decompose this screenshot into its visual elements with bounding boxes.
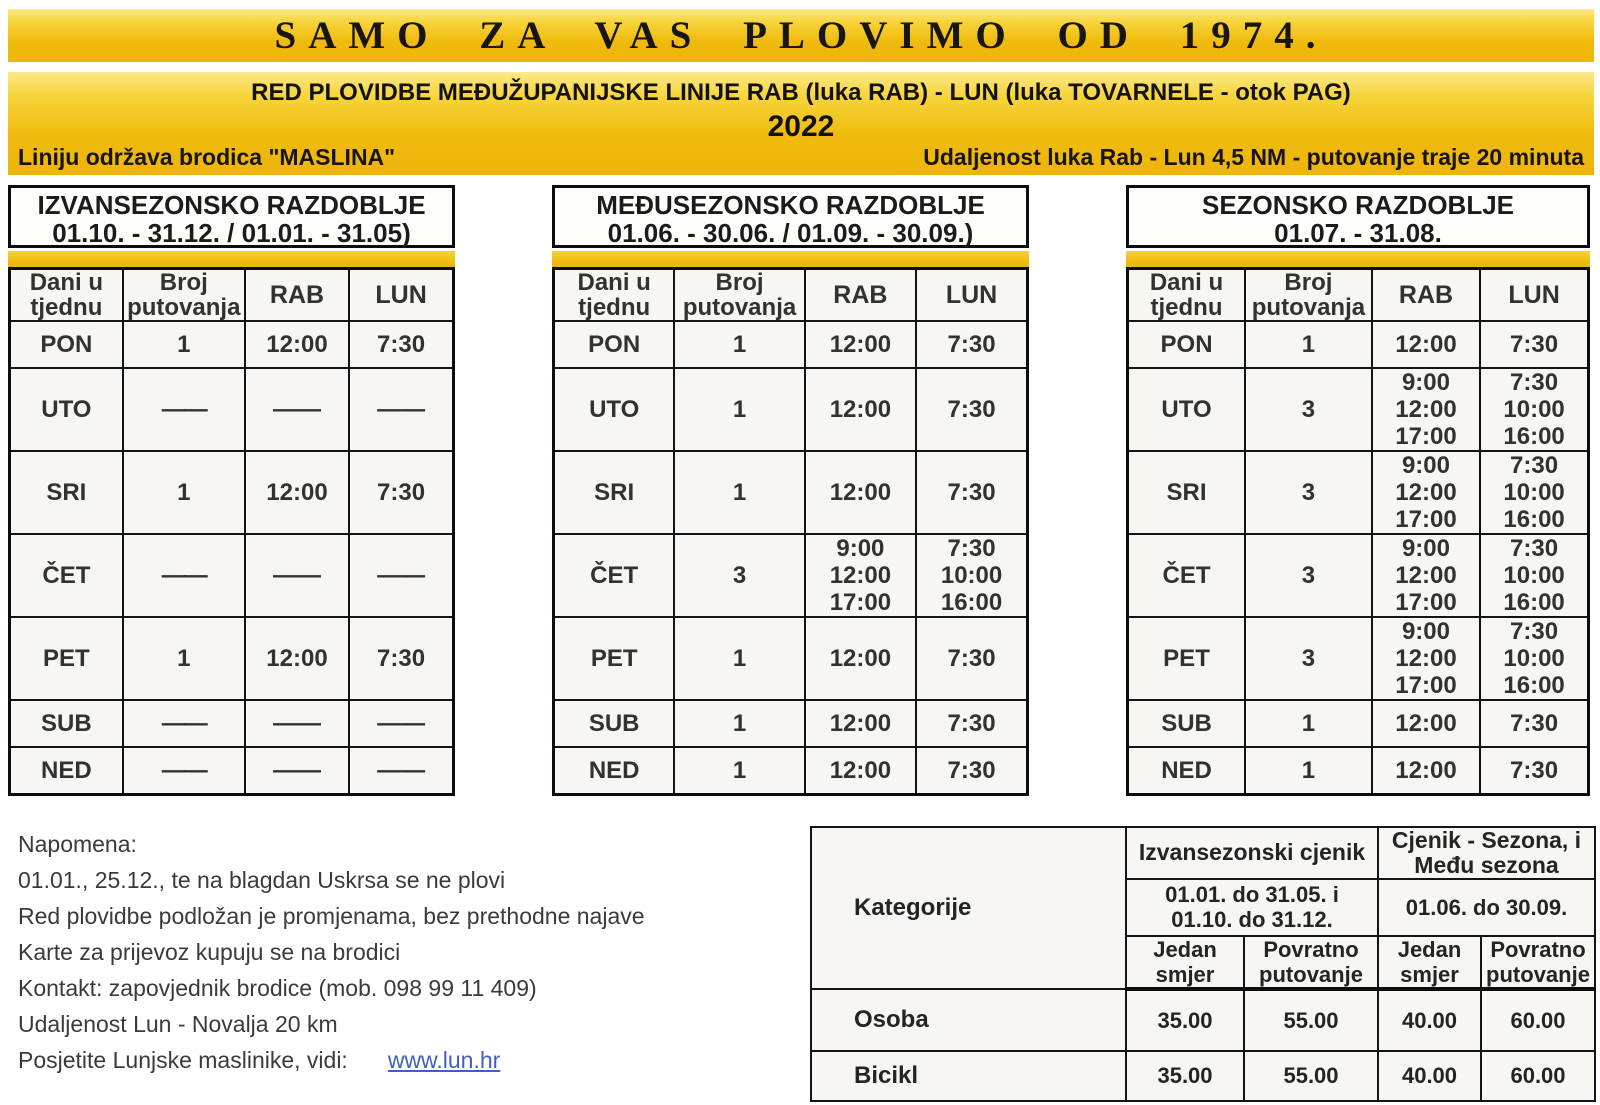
trips-cell: —— <box>123 700 245 747</box>
col-day: Dani u tjednu <box>554 269 675 322</box>
note-line: Kontakt: zapovjednik brodice (mob. 098 99 11 409) <box>18 974 537 1001</box>
rab-departures-cell: 12:00 <box>805 617 916 700</box>
timetable-row <box>554 451 1028 534</box>
day-cell: UTO <box>1128 368 1246 451</box>
timetable-row <box>1128 534 1589 617</box>
timetable-header-row <box>554 269 1028 322</box>
timetable-row <box>554 534 1028 617</box>
trips-cell: 1 <box>1245 321 1372 368</box>
trips-cell: 1 <box>123 321 245 368</box>
lun-departures-cell: 7:30 <box>916 700 1027 747</box>
lun-departures-cell: 7:30 10:00 16:00 <box>916 534 1027 617</box>
lun-departures-cell: 7:30 <box>349 451 453 534</box>
season-oneway-header: Jedan smjer <box>1378 936 1481 989</box>
rab-departures-cell: 9:00 12:00 17:00 <box>805 534 916 617</box>
note-line: 01.01., 25.12., te na blagdan Uskrsa se ne plovi <box>18 866 506 893</box>
trips-cell: 1 <box>1245 747 1372 794</box>
timetable-row <box>1128 451 1589 534</box>
timetable-row <box>10 534 454 617</box>
trips-cell: —— <box>123 534 245 617</box>
timetable-row <box>1128 700 1589 747</box>
offseason-price-group: Izvansezonski cjenik <box>1126 827 1378 879</box>
rab-departures-cell: 12:00 <box>1372 700 1480 747</box>
rab-departures-cell: —— <box>245 747 349 794</box>
offseason-return-header: Povratno putovanje <box>1244 936 1378 989</box>
season-tables <box>0 175 1600 796</box>
note-line: Karte za prijevoz kupuju se na brodici <box>18 938 401 965</box>
lun-departures-cell: 7:30 <box>916 451 1027 534</box>
rab-departures-cell: 12:00 <box>1372 747 1480 794</box>
timetable-row <box>1128 617 1589 700</box>
lun-departures-cell: —— <box>349 747 453 794</box>
day-cell: ČET <box>10 534 123 617</box>
timetable-row <box>554 368 1028 451</box>
season-highseason <box>1126 185 1590 796</box>
year-label: 2022 <box>767 110 835 143</box>
season-header <box>552 185 1029 248</box>
timetable-row <box>10 700 454 747</box>
season-dates: 01.06. do 30.09. <box>1378 879 1595 936</box>
category-label: Bicikl <box>811 1051 1126 1101</box>
price-value: 40.00 <box>1378 1051 1481 1101</box>
season-title: MEĐUSEZONSKO RAZDOBLJE <box>596 190 985 220</box>
lun-departures-cell: 7:30 <box>349 617 453 700</box>
lun-departures-cell: 7:30 10:00 16:00 <box>1480 534 1588 617</box>
lun-departures-cell: 7:30 <box>916 368 1027 451</box>
timetable-row <box>10 368 454 451</box>
rab-departures-cell: —— <box>245 534 349 617</box>
rab-departures-cell: 12:00 <box>245 617 349 700</box>
category-label: Osoba <box>811 989 1126 1051</box>
price-row-osoba <box>811 989 1595 1051</box>
lun-departures-cell: 7:30 <box>916 747 1027 794</box>
notes-block <box>18 826 645 1078</box>
price-table <box>810 826 1596 1102</box>
trips-cell: 1 <box>123 617 245 700</box>
lun-departures-cell: 7:30 10:00 16:00 <box>1480 368 1588 451</box>
timetable-row <box>10 321 454 368</box>
day-cell: PET <box>10 617 123 700</box>
yellow-strip <box>552 251 1029 267</box>
lun-departures-cell: 7:30 <box>1480 321 1588 368</box>
season-dates: 01.10. - 31.12. / 01.01. - 31.05) <box>52 218 411 248</box>
offseason-dates: 01.01. do 31.05. i 01.10. do 31.12. <box>1126 879 1378 936</box>
lun-departures-cell: 7:30 <box>916 321 1027 368</box>
day-cell: UTO <box>10 368 123 451</box>
season-return-header: Povratno putovanje <box>1481 936 1595 989</box>
timetable-row <box>1128 747 1589 794</box>
season-title: IZVANSEZONSKO RAZDOBLJE <box>37 190 426 220</box>
col-lun: LUN <box>1480 269 1588 322</box>
col-lun: LUN <box>349 269 453 322</box>
lun-departures-cell: 7:30 <box>916 617 1027 700</box>
timetable-row <box>10 617 454 700</box>
rab-departures-cell: 9:00 12:00 17:00 <box>1372 368 1480 451</box>
col-rab: RAB <box>805 269 916 322</box>
lun-departures-cell: —— <box>349 700 453 747</box>
trips-cell: 1 <box>674 451 804 534</box>
day-cell: SRI <box>10 451 123 534</box>
lun-website-link[interactable]: www.lun.hr <box>387 1046 501 1073</box>
season-header <box>8 185 455 248</box>
rab-departures-cell: 12:00 <box>805 700 916 747</box>
day-cell: PET <box>1128 617 1246 700</box>
day-cell: NED <box>10 747 123 794</box>
day-cell: PON <box>554 321 675 368</box>
route-subinfo <box>18 144 1584 171</box>
trips-cell: 3 <box>1245 617 1372 700</box>
offseason-timetable <box>8 267 455 796</box>
tagline: SAMO ZA VAS PLOVIMO OD 1974. <box>274 14 1328 57</box>
offseason-oneway-header: Jedan smjer <box>1126 936 1244 989</box>
categories-header: Kategorije <box>811 827 1126 989</box>
midseason-timetable <box>552 267 1029 796</box>
timetable-header-row <box>10 269 454 322</box>
trips-cell: 1 <box>1245 700 1372 747</box>
trips-cell: 1 <box>674 617 804 700</box>
route-title: RED PLOVIDBE MEĐUŽUPANIJSKE LINIJE RAB (luka RAB) - LUN (luka TOVARNELE - otok PAG) <box>251 79 1351 106</box>
price-row-bicikl <box>811 1051 1595 1101</box>
trips-cell: 1 <box>674 321 804 368</box>
lun-departures-cell: 7:30 <box>349 321 453 368</box>
trips-cell: 1 <box>674 747 804 794</box>
rab-departures-cell: 12:00 <box>245 451 349 534</box>
timetable-row <box>1128 368 1589 451</box>
col-trips: Broj putovanja <box>674 269 804 322</box>
rab-departures-cell: 9:00 12:00 17:00 <box>1372 534 1480 617</box>
day-cell: ČET <box>1128 534 1246 617</box>
season-dates: 01.06. - 30.06. / 01.09. - 30.09.) <box>607 218 974 248</box>
lun-departures-cell: 7:30 10:00 16:00 <box>1480 451 1588 534</box>
day-cell: SUB <box>554 700 675 747</box>
timetable-row <box>554 617 1028 700</box>
day-cell: ČET <box>554 534 675 617</box>
rab-departures-cell: —— <box>245 368 349 451</box>
timetable-row <box>10 747 454 794</box>
note-visit-line <box>18 1042 645 1078</box>
bottom-section <box>0 796 1600 1102</box>
distance-label: Udaljenost luka Rab - Lun 4,5 NM - putovanje traje 20 minuta <box>923 144 1584 170</box>
trips-cell: 3 <box>1245 451 1372 534</box>
trips-cell: —— <box>123 368 245 451</box>
yellow-strip <box>1126 251 1590 267</box>
timetable-row <box>1128 321 1589 368</box>
price-group-header-row <box>811 827 1595 879</box>
rab-departures-cell: 9:00 12:00 17:00 <box>1372 451 1480 534</box>
col-rab: RAB <box>245 269 349 322</box>
rab-departures-cell: 12:00 <box>245 321 349 368</box>
yellow-strip <box>8 251 455 267</box>
day-cell: SRI <box>1128 451 1246 534</box>
timetable-row <box>10 451 454 534</box>
season-midseason <box>552 185 1029 796</box>
operator-label: Liniju održava brodica "MASLINA" <box>18 144 396 170</box>
col-lun: LUN <box>916 269 1027 322</box>
day-cell: SRI <box>554 451 675 534</box>
trips-cell: 3 <box>1245 368 1372 451</box>
rab-departures-cell: 9:00 12:00 17:00 <box>1372 617 1480 700</box>
day-cell: PET <box>554 617 675 700</box>
price-value: 60.00 <box>1481 1051 1595 1101</box>
col-trips: Broj putovanja <box>123 269 245 322</box>
rab-departures-cell: 12:00 <box>805 747 916 794</box>
season-title: SEZONSKO RAZDOBLJE <box>1201 190 1515 220</box>
col-day: Dani u tjednu <box>1128 269 1246 322</box>
trips-cell: 1 <box>123 451 245 534</box>
price-value: 35.00 <box>1126 1051 1244 1101</box>
visit-prefix: Posjetite Lunjske maslinike, vidi: <box>18 1046 348 1073</box>
rab-departures-cell: 12:00 <box>805 321 916 368</box>
timetable-row <box>554 700 1028 747</box>
price-value: 55.00 <box>1244 1051 1378 1101</box>
note-line: Udaljenost Lun - Novalja 20 km <box>18 1010 338 1037</box>
rab-departures-cell: 12:00 <box>805 368 916 451</box>
lun-departures-cell: —— <box>349 534 453 617</box>
lun-departures-cell: 7:30 10:00 16:00 <box>1480 617 1588 700</box>
day-cell: UTO <box>554 368 675 451</box>
day-cell: SUB <box>1128 700 1246 747</box>
rab-departures-cell: 12:00 <box>1372 321 1480 368</box>
season-price-group: Cjenik - Sezona, i Među sezona <box>1378 827 1595 879</box>
note-line: Napomena: <box>18 830 137 857</box>
season-offseason <box>8 185 455 796</box>
col-day: Dani u tjednu <box>10 269 123 322</box>
price-value: 60.00 <box>1481 989 1595 1051</box>
day-cell: PON <box>1128 321 1246 368</box>
season-header <box>1126 185 1590 248</box>
rab-departures-cell: 12:00 <box>805 451 916 534</box>
day-cell: NED <box>554 747 675 794</box>
lun-departures-cell: 7:30 <box>1480 747 1588 794</box>
note-line: Red plovidbe podložan je promjenama, bez prethodne najave <box>18 902 645 929</box>
price-value: 55.00 <box>1244 989 1378 1051</box>
lun-departures-cell: 7:30 <box>1480 700 1588 747</box>
price-value: 35.00 <box>1126 989 1244 1051</box>
trips-cell: —— <box>123 747 245 794</box>
highseason-timetable <box>1126 267 1590 796</box>
col-trips: Broj putovanja <box>1245 269 1372 322</box>
lun-departures-cell: —— <box>349 368 453 451</box>
day-cell: SUB <box>10 700 123 747</box>
season-dates: 01.07. - 31.08. <box>1274 218 1442 248</box>
timetable-row <box>554 747 1028 794</box>
rab-departures-cell: —— <box>245 700 349 747</box>
trips-cell: 3 <box>1245 534 1372 617</box>
top-banner <box>8 9 1594 62</box>
trips-cell: 1 <box>674 368 804 451</box>
price-value: 40.00 <box>1378 989 1481 1051</box>
day-cell: NED <box>1128 747 1246 794</box>
trips-cell: 3 <box>674 534 804 617</box>
day-cell: PON <box>10 321 123 368</box>
col-rab: RAB <box>1372 269 1480 322</box>
timetable-header-row <box>1128 269 1589 322</box>
timetable-row <box>554 321 1028 368</box>
route-banner <box>8 72 1594 175</box>
trips-cell: 1 <box>674 700 804 747</box>
